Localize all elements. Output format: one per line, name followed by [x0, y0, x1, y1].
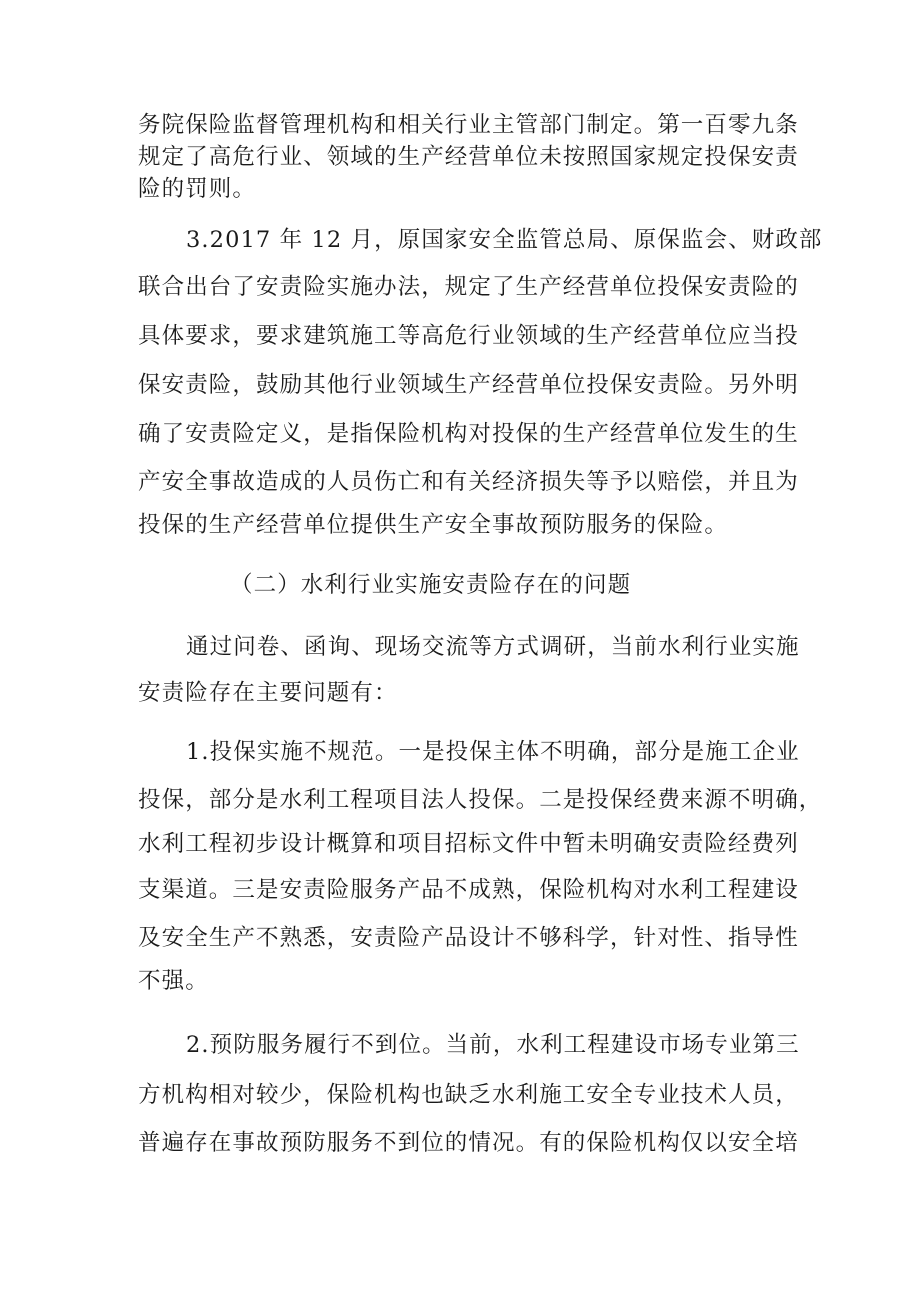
text-line: 务院保险监督管理机构和相关行业主管部门制定。第一百零九条: [138, 112, 799, 138]
text-line: 通过问卷、函询、现场交流等方式调研，当前水利行业实施: [186, 634, 800, 660]
text-line: 投保的生产经营单位提供生产安全事故预防服务的保险。: [138, 512, 729, 538]
text-line: 产安全事故造成的人员伤亡和有关经济损失等予以赔偿，并且为: [138, 469, 799, 495]
text-line: 普遍存在事故预防服务不到位的情况。有的保险机构仅以安全培: [138, 1130, 799, 1156]
text-line: 投保，部分是水利工程项目法人投保。二是投保经费来源不明确，: [138, 787, 823, 813]
text-line: 方机构相对较少，保险机构也缺乏水利施工安全专业技术人员，: [138, 1082, 799, 1108]
text-line: 水利工程初步设计概算和项目招标文件中暂未明确安责险经费列: [138, 831, 799, 857]
text-line: 确了安责险定义，是指保险机构对投保的生产经营单位发生的生: [138, 421, 799, 447]
text-line: 规定了高危行业、领域的生产经营单位未按照国家规定投保安责: [138, 144, 799, 170]
text-line: 支渠道。三是安责险服务产品不成熟，保险机构对水利工程建设: [138, 877, 799, 903]
text-line: 1.投保实施不规范。一是投保主体不明确，部分是施工企业: [186, 739, 800, 765]
text-line: 不强。: [138, 968, 209, 994]
text-line: 险的罚则。: [138, 176, 257, 202]
text-line: 3.2017 年 12 月，原国家安全监管总局、原保监会、财政部: [186, 227, 823, 253]
text-line: 保安责险，鼓励其他行业领域生产经营单位投保安责险。另外明: [138, 372, 799, 398]
text-line: 安责险存在主要问题有：: [138, 680, 398, 706]
text-line: 具体要求，要求建筑施工等高危行业领域的生产经营单位应当投: [138, 323, 799, 349]
text-line: 联合出台了安责险实施办法，规定了生产经营单位投保安责险的: [138, 274, 799, 300]
text-line: 2.预防服务履行不到位。当前，水利工程建设市场专业第三: [186, 1032, 800, 1058]
text-line: 及安全生产不熟悉，安责险产品设计不够科学，针对性、指导性: [138, 925, 799, 951]
section-heading: （二）水利行业实施安责险存在的问题: [230, 572, 632, 598]
